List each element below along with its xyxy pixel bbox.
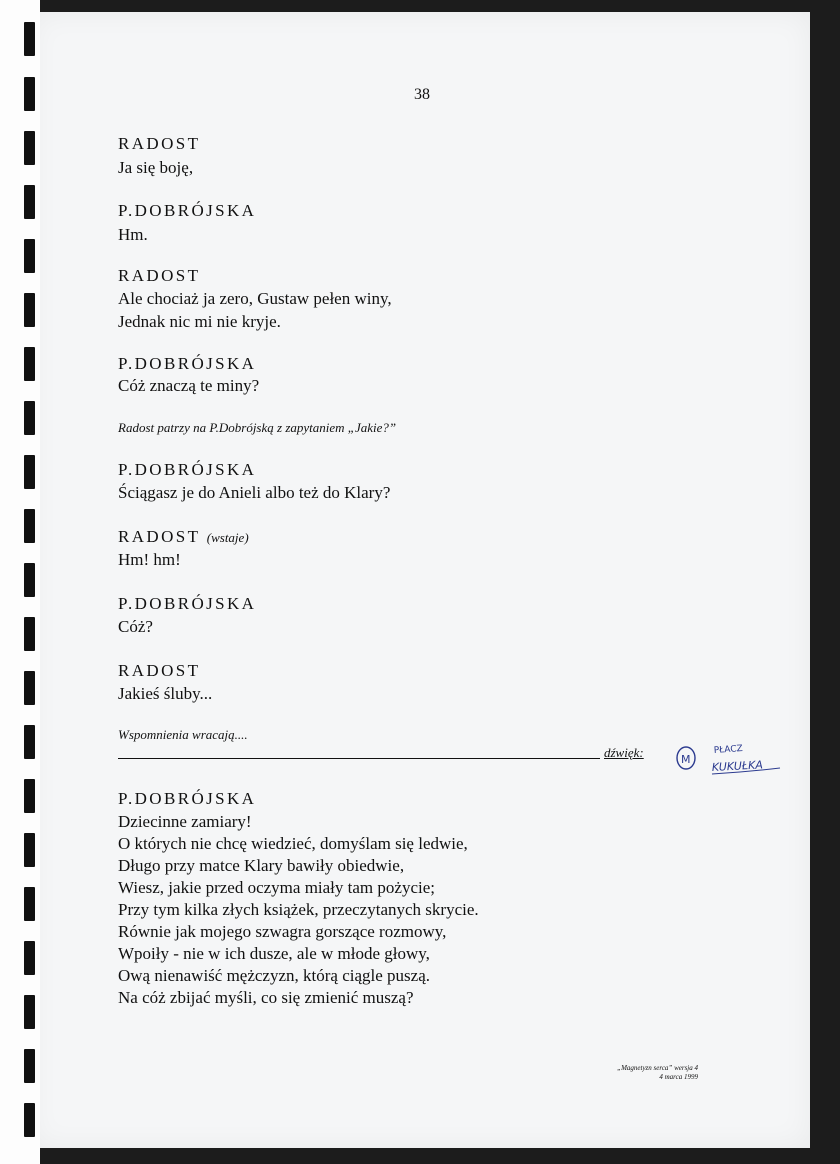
speaker-with-note xyxy=(118,527,249,547)
speaker-name: RADOST xyxy=(118,134,201,153)
binding-hole xyxy=(24,779,35,813)
verse-line: Przy tym kilka złych książek, przeczytanych skrycie. xyxy=(118,900,479,919)
binding-hole xyxy=(24,617,35,651)
binding-hole xyxy=(24,941,35,975)
sound-cue-label: dźwięk: xyxy=(604,745,644,760)
speaker-name: P.DOBRÓJSKA xyxy=(118,354,257,373)
verse-line: O których nie chcę wiedzieć, domyślam się ledwie, xyxy=(118,834,468,853)
binding-hole xyxy=(24,887,35,921)
verse-line: Dziecinne zamiary! xyxy=(118,812,252,831)
svg-text:KUKUŁKA: KUKUŁKA xyxy=(711,758,764,774)
speaker-name: P.DOBRÓJSKA xyxy=(118,594,257,613)
dialogue-line: Hm. xyxy=(118,225,148,244)
speaker-name: RADOST xyxy=(118,266,201,285)
binding-hole xyxy=(24,1103,35,1137)
binding-hole xyxy=(24,1049,35,1083)
binding-hole xyxy=(24,671,35,705)
dialogue-line: Jednak nic mi nie kryje. xyxy=(118,312,281,331)
verse-line: Długo przy matce Klary bawiły obiedwie, xyxy=(118,856,405,875)
speaker-name: P.DOBRÓJSKA xyxy=(118,460,257,479)
dialogue-line: Hm! hm! xyxy=(118,550,181,569)
sound-cue-rule xyxy=(118,758,600,759)
binding-hole xyxy=(24,455,35,489)
binding-hole xyxy=(24,833,35,867)
verse-line: Wpoiły - nie w ich dusze, ale w młode głowy, xyxy=(118,944,430,963)
binding-hole xyxy=(24,725,35,759)
binding-hole xyxy=(24,185,35,219)
dialogue-line: Ale chociaż ja zero, Gustaw pełen winy, xyxy=(118,289,392,308)
handwritten-cue-drawing xyxy=(676,738,816,782)
svg-text:PŁACZ: PŁACZ xyxy=(713,743,744,756)
binding-hole xyxy=(24,347,35,381)
binding-hole xyxy=(24,401,35,435)
binding-hole xyxy=(24,239,35,273)
speaker-name: RADOST xyxy=(118,527,201,546)
binding-hole xyxy=(24,995,35,1029)
binding-hole xyxy=(24,77,35,111)
handwritten-annotation xyxy=(676,738,816,787)
binding-strip xyxy=(0,0,40,1164)
speaker-name: P.DOBRÓJSKA xyxy=(118,789,257,808)
dialogue-line: Ściągasz je do Anieli albo też do Klary? xyxy=(118,483,391,502)
footer-title: „Magnetyzn serca” wersja 4 xyxy=(617,1064,698,1072)
verse-line: Wiesz, jakie przed oczyma miały tam pożycie; xyxy=(118,878,435,897)
footer-date: 4 marca 1999 xyxy=(659,1073,698,1081)
binding-hole xyxy=(24,293,35,327)
binding-hole xyxy=(24,563,35,597)
speaker-note: (wstaje) xyxy=(206,530,249,545)
speaker-name: P.DOBRÓJSKA xyxy=(118,201,257,220)
page-number: 38 xyxy=(414,86,430,103)
dialogue-line: Cóż znaczą te miny? xyxy=(118,376,260,395)
dialogue-line: Ja się boję, xyxy=(118,158,194,177)
binding-hole xyxy=(24,22,35,56)
binding-hole xyxy=(24,131,35,165)
verse-line: Na cóż zbijać myśli, co się zmienić muszą? xyxy=(118,988,414,1007)
speaker-name: RADOST xyxy=(118,661,201,680)
handwritten-marker: M xyxy=(681,753,691,766)
verse-line: Równie jak mojego szwagra gorszące rozmowy, xyxy=(118,922,447,941)
verse-line: Ową nienawiść mężczyzn, którą ciągle puszą. xyxy=(118,966,430,985)
stage-direction: Wspomnienia wracają.... xyxy=(118,727,248,742)
document-footer xyxy=(580,1064,698,1082)
stage-direction: Radost patrzy na P.Dobrójską z zapytaniem „Jakie?” xyxy=(118,420,397,435)
dialogue-line: Cóż? xyxy=(118,617,153,636)
binding-hole xyxy=(24,509,35,543)
dialogue-line: Jakieś śluby... xyxy=(118,684,213,703)
